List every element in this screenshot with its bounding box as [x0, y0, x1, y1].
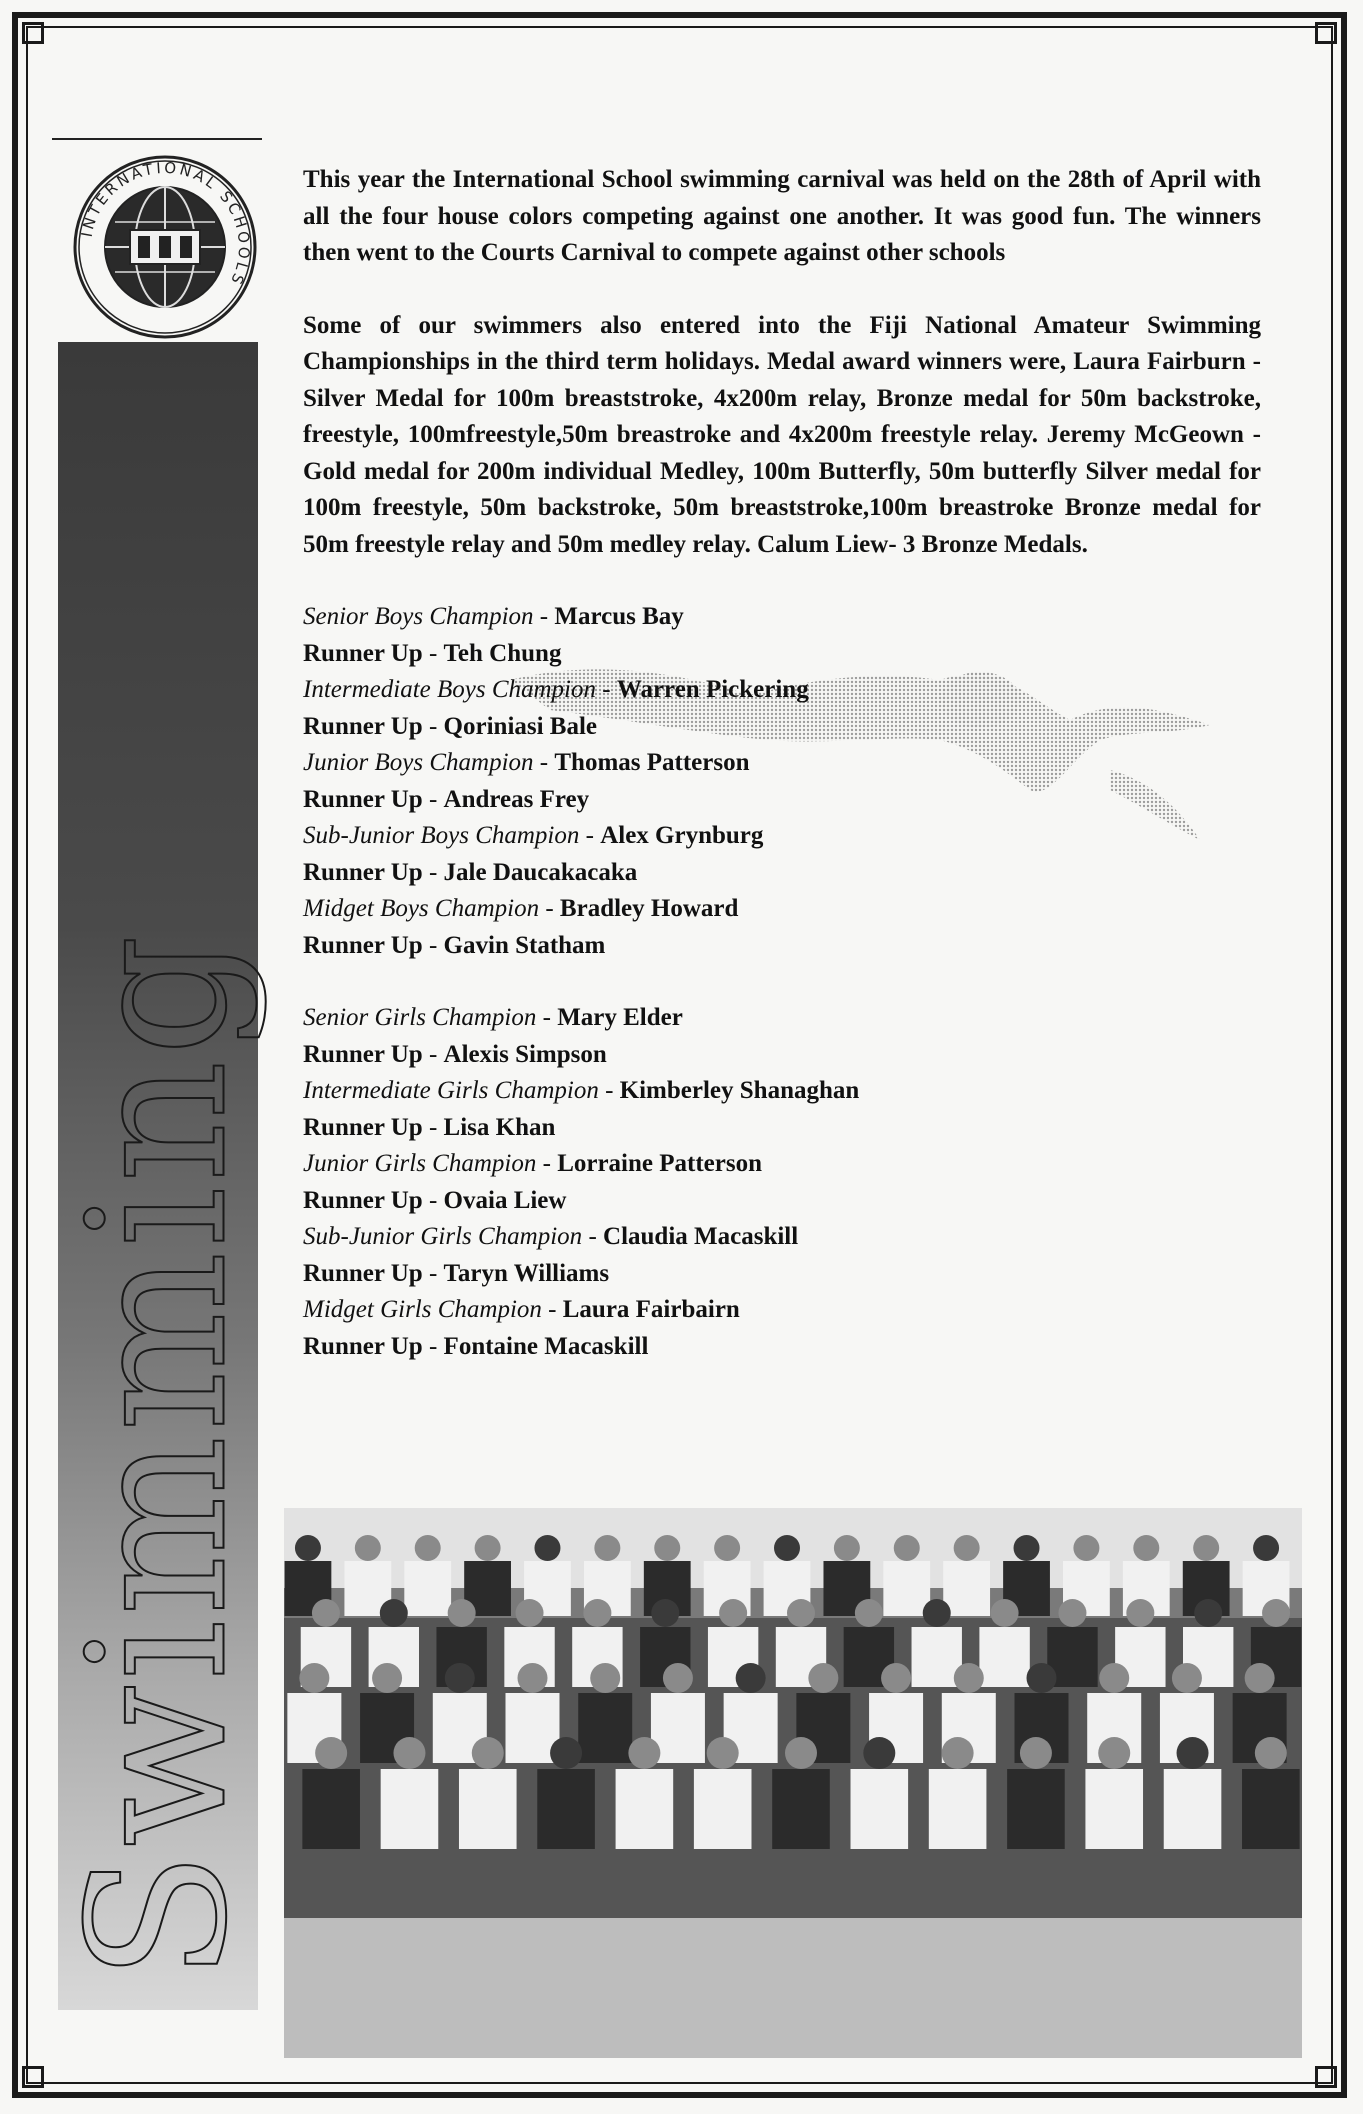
- result-title: Runner Up: [303, 931, 423, 959]
- result-separator: -: [422, 858, 444, 886]
- result-title: Junior Girls Champion: [303, 1150, 537, 1177]
- person-body: [694, 1769, 752, 1849]
- national-championships-paragraph: Some of our swimmers also entered into the Fiji National Amateur Swimming Championships in the third term holidays. Medal award winners were, Laura Fairburn - Silver Medal for 100m breaststroke, 4x200m relay, Bronze medal for 50m backstroke, freestyle, 100mfreestyle,50m breastroke and 4x200m freestyle relay. Jeremy McGeown -Gold medal for 200m individual Medley, 100m Butterfly, 50m butterfly Silver medal for 100m freestyle, 50m backstroke, 50m breaststroke,100m breastroke Bronze medal for 50m freestyle relay and 50m medley relay. Calum Liew- 3 Bronze Medals.: [303, 311, 1261, 558]
- list-item: [303, 1110, 1261, 1147]
- person-body: [381, 1769, 439, 1849]
- result-title: Runner Up: [303, 1040, 423, 1068]
- person-head: [1073, 1535, 1099, 1561]
- result-title: Runner Up: [303, 1186, 423, 1214]
- logo-ring-text: INTERNATIONAL SCHOOLS: [77, 158, 254, 290]
- result-name: Marcus Bay: [554, 603, 684, 630]
- person-head: [894, 1535, 920, 1561]
- person-head: [1014, 1535, 1040, 1561]
- list-item: [303, 1219, 1261, 1256]
- person-body: [851, 1769, 909, 1849]
- result-separator: -: [533, 603, 555, 630]
- list-item: [303, 1292, 1261, 1329]
- person-head: [942, 1737, 974, 1769]
- person-head: [1172, 1663, 1202, 1693]
- result-title: Midget Boys Champion: [303, 895, 540, 922]
- result-separator: -: [536, 1004, 558, 1031]
- person-head: [1253, 1535, 1279, 1561]
- person-head: [1099, 1663, 1129, 1693]
- person-head: [1255, 1737, 1287, 1769]
- result-title: Junior Boys Champion: [303, 749, 534, 776]
- person-head: [1126, 1599, 1154, 1627]
- boys-results-list: [303, 599, 1261, 964]
- person-head: [707, 1737, 739, 1769]
- result-name: Warren Pickering: [616, 676, 809, 703]
- person-body: [616, 1769, 674, 1849]
- person-body: [404, 1561, 451, 1616]
- person-head: [863, 1737, 895, 1769]
- result-separator: -: [582, 1223, 604, 1250]
- list-item: [303, 928, 1261, 965]
- person-body: [459, 1769, 517, 1849]
- person-body: [1007, 1769, 1065, 1849]
- list-item: [303, 1000, 1261, 1037]
- result-title: Runner Up: [303, 785, 423, 813]
- person-head: [380, 1599, 408, 1627]
- person-head: [855, 1599, 883, 1627]
- result-separator: -: [539, 895, 560, 922]
- person-head: [881, 1663, 911, 1693]
- result-title: Runner Up: [303, 858, 423, 886]
- person-head: [312, 1599, 340, 1627]
- article-body: [303, 162, 1261, 1365]
- list-item: [303, 745, 1261, 782]
- result-name: Gavin Statham: [443, 931, 606, 959]
- list-item: [303, 1329, 1261, 1366]
- person-head: [472, 1737, 504, 1769]
- person-head: [808, 1663, 838, 1693]
- list-item: [303, 599, 1261, 636]
- list-item: [303, 1183, 1261, 1220]
- person-head: [651, 1599, 679, 1627]
- person-head: [594, 1535, 620, 1561]
- result-name: Claudia Macaskill: [603, 1223, 799, 1250]
- list-item: [303, 1073, 1261, 1110]
- person-head: [583, 1599, 611, 1627]
- result-separator: -: [422, 1040, 444, 1068]
- side-banner: [47, 342, 269, 2010]
- person-head: [534, 1535, 560, 1561]
- person-head: [448, 1599, 476, 1627]
- result-title: Runner Up: [303, 1113, 423, 1141]
- person-head: [1177, 1737, 1209, 1769]
- result-separator: -: [422, 1186, 444, 1214]
- result-name: Thomas Patterson: [554, 749, 750, 776]
- person-head: [719, 1599, 747, 1627]
- person-body: [1164, 1769, 1222, 1849]
- person-head: [518, 1663, 548, 1693]
- result-separator: -: [536, 1150, 558, 1177]
- person-head: [787, 1599, 815, 1627]
- person-head: [834, 1535, 860, 1561]
- result-title: Runner Up: [303, 1259, 423, 1287]
- person-head: [355, 1535, 381, 1561]
- result-title: Intermediate Girls Champion: [303, 1077, 599, 1104]
- result-name: Bradley Howard: [559, 895, 739, 922]
- result-name: Ovaia Liew: [443, 1186, 567, 1214]
- list-item: [303, 1256, 1261, 1293]
- person-body: [883, 1561, 930, 1616]
- girls-results-list: [303, 1000, 1261, 1365]
- list-item: [303, 672, 1261, 709]
- list-item: [303, 636, 1261, 673]
- result-separator: -: [422, 639, 444, 667]
- person-head: [475, 1535, 501, 1561]
- person-head: [445, 1663, 475, 1693]
- result-separator: -: [422, 1259, 444, 1287]
- result-title: Runner Up: [303, 639, 423, 667]
- result-title: Runner Up: [303, 1332, 423, 1360]
- result-separator: -: [422, 1332, 444, 1360]
- result-name: Teh Chung: [443, 639, 562, 667]
- person-head: [1058, 1599, 1086, 1627]
- result-name: Qoriniasi Bale: [443, 712, 598, 740]
- person-head: [393, 1737, 425, 1769]
- person-head: [714, 1535, 740, 1561]
- person-head: [315, 1737, 347, 1769]
- result-name: Andreas Frey: [443, 785, 590, 813]
- result-separator: -: [579, 822, 601, 849]
- result-separator: -: [422, 712, 444, 740]
- result-name: Alex Grynburg: [600, 822, 764, 849]
- person-head: [954, 1535, 980, 1561]
- result-name: Lorraine Patterson: [557, 1150, 762, 1177]
- result-name: Fontaine Macaskill: [443, 1332, 649, 1360]
- list-item: [303, 1037, 1261, 1074]
- person-head: [299, 1663, 329, 1693]
- person-body: [943, 1561, 990, 1616]
- result-title: Sub-Junior Girls Champion: [303, 1223, 583, 1250]
- list-item: [303, 891, 1261, 928]
- person-head: [1133, 1535, 1159, 1561]
- list-item: [303, 782, 1261, 819]
- person-head: [1027, 1663, 1057, 1693]
- result-title: Midget Girls Champion: [303, 1296, 542, 1323]
- result-name: Laura Fairbairn: [562, 1296, 740, 1323]
- result-title: Senior Girls Champion: [303, 1004, 537, 1031]
- person-head: [295, 1535, 321, 1561]
- person-head: [663, 1663, 693, 1693]
- person-head: [590, 1663, 620, 1693]
- person-body: [929, 1769, 987, 1849]
- person-body: [1242, 1769, 1300, 1849]
- person-head: [1194, 1599, 1222, 1627]
- person-head: [1020, 1737, 1052, 1769]
- person-head: [1245, 1663, 1275, 1693]
- result-name: Lisa Khan: [443, 1113, 556, 1141]
- person-body: [302, 1769, 360, 1849]
- result-name: Kimberley Shanaghan: [619, 1077, 860, 1104]
- result-separator: -: [541, 1296, 563, 1323]
- person-head: [1193, 1535, 1219, 1561]
- person-head: [372, 1663, 402, 1693]
- person-head: [654, 1535, 680, 1561]
- result-separator: -: [422, 931, 444, 959]
- result-separator: -: [598, 1077, 620, 1104]
- person-body: [537, 1769, 595, 1849]
- result-name: Mary Elder: [557, 1004, 683, 1031]
- top-rule: [52, 138, 262, 140]
- person-head: [736, 1663, 766, 1693]
- person-head: [550, 1737, 582, 1769]
- person-head: [774, 1535, 800, 1561]
- result-title: Intermediate Boys Champion: [303, 676, 597, 703]
- person-body: [1085, 1769, 1143, 1849]
- person-body: [578, 1693, 632, 1763]
- person-head: [954, 1663, 984, 1693]
- school-logo: [70, 152, 260, 342]
- list-item: [303, 1146, 1261, 1183]
- result-name: Taryn Williams: [443, 1259, 610, 1287]
- person-head: [785, 1737, 817, 1769]
- result-title: Runner Up: [303, 712, 423, 740]
- person-head: [1098, 1737, 1130, 1769]
- result-title: Sub-Junior Boys Champion: [303, 822, 580, 849]
- person-head: [628, 1737, 660, 1769]
- result-separator: -: [596, 676, 617, 703]
- person-head: [516, 1599, 544, 1627]
- list-item: [303, 709, 1261, 746]
- list-item: [303, 818, 1261, 855]
- person-body: [979, 1627, 1029, 1687]
- section-title: Swimming: [47, 930, 269, 1982]
- result-title: Senior Boys Champion: [303, 603, 534, 630]
- result-name: Alexis Simpson: [443, 1040, 607, 1068]
- person-head: [415, 1535, 441, 1561]
- person-head: [991, 1599, 1019, 1627]
- team-photo: [284, 1508, 1302, 2058]
- list-item: [303, 855, 1261, 892]
- person-body: [772, 1769, 830, 1849]
- result-separator: -: [422, 785, 444, 813]
- result-separator: -: [422, 1113, 444, 1141]
- result-separator: -: [533, 749, 555, 776]
- intro-paragraph: This year the International School swimming carnival was held on the 28th of April with all the four house colors competing against one another. It was good fun. The winners then went to the Courts Carnival to compete against other schools: [303, 166, 1261, 266]
- person-head: [1262, 1599, 1290, 1627]
- person-head: [923, 1599, 951, 1627]
- result-name: Jale Daucakacaka: [443, 858, 638, 886]
